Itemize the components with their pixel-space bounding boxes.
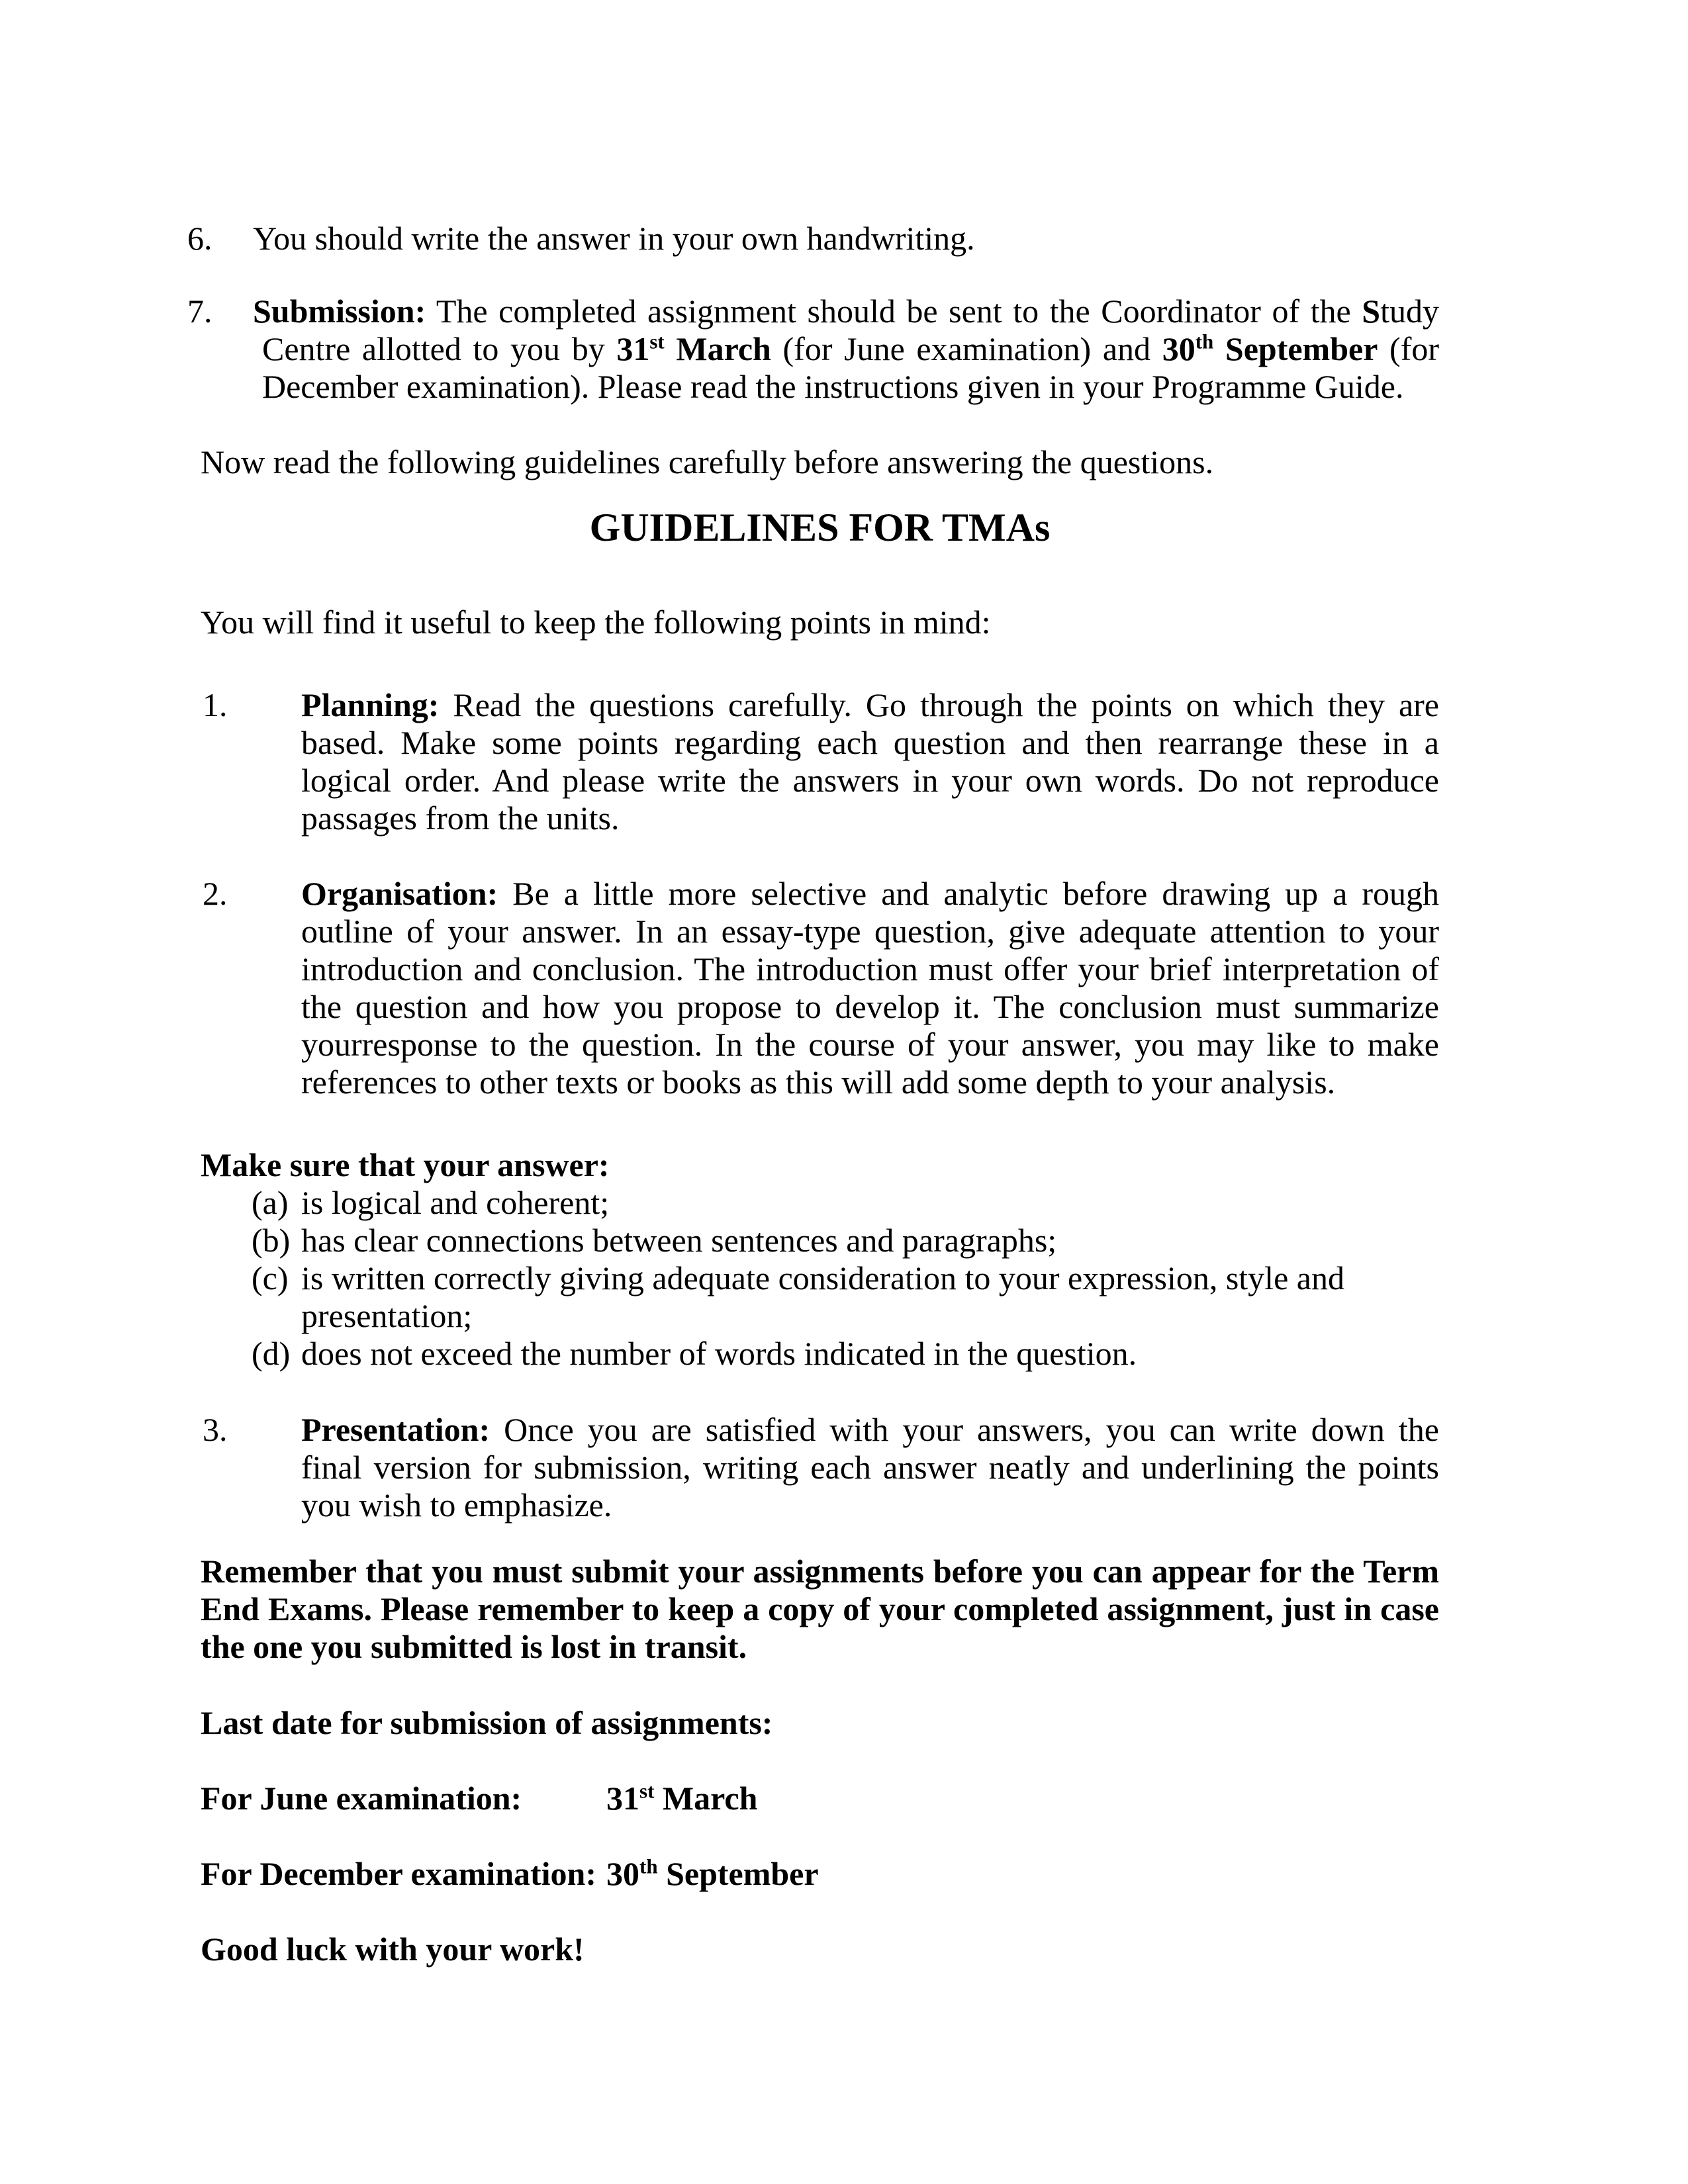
guidelines-intro: You will find it useful to keep the following points in mind: [201,604,991,641]
deadline-june-date: 31st March [606,1779,758,1817]
checklist-item-c [201,1259,1439,1335]
deadline-june-label: For June examination: [201,1780,522,1817]
checklist-item-a-text: is logical and coherent; [301,1184,610,1221]
list-number: 3. [203,1411,228,1448]
reminder-note: Remember that you must submit your assignments before you can appear for the Term End Exams. Please remember to keep a copy of your completed assignment, just in case the one you submitted is lost in transit. [201,1553,1439,1665]
deadline-heading: Last date for submission of assignments: [201,1704,773,1741]
list-number: 2. [203,875,228,912]
list-item-6 [187,220,1439,257]
list-marker: (d) [252,1335,291,1372]
checklist-item-a [201,1184,1439,1222]
deadline-december [201,1855,1439,1893]
checklist-item-b [201,1222,1439,1259]
list-number: 1. [203,686,228,723]
list-item-7-text: Submission: The completed assignment should be sent to the Coordinator of the Study Centre allotted to you by 31st March (for June examination) and 30th September (for December examination). Please read the instructions given in your Programme Guide. [253,293,1440,405]
guideline-1-text: Planning: Read the questions carefully. Go through the points on which they are based. Make some points regarding each question and then rearrange these in a logical order. And please write the answers in your own words. Do not reproduce passages from the units. [301,686,1439,837]
list-marker: (b) [252,1222,291,1259]
deadline-december-date: 30th September [606,1854,819,1892]
list-marker: (c) [252,1259,289,1297]
guideline-1-planning [201,686,1439,837]
list-item-6-text: You should write the answer in your own handwriting. [253,220,975,257]
guideline-3-presentation [201,1411,1439,1524]
checklist-heading: Make sure that your answer: [201,1146,610,1183]
deadline-december-label: For December examination: [201,1855,596,1892]
list-item-7-submission [187,293,1440,406]
checklist-item-d [201,1335,1439,1373]
checklist-item-c-text: is written correctly giving adequate consideration to your expression, style and presentation; [301,1259,1344,1334]
list-number: 7. [187,293,212,330]
intro-note: Now read the following guidelines carefully before answering the questions. [201,443,1214,480]
guideline-2-text: Organisation: Be a little more selective and analytic before drawing up a rough outline of your answer. In an essay-type question, give adequate attention to your introduction and conclusion. The introduction must offer your brief interpretation of the question and how you propose to develop it. The conclusion must summarize yourresponse to the question. In the course of your answer, you may like to make references to other texts or books as this will add some depth to your analysis. [301,875,1439,1101]
guideline-3-text: Presentation: Once you are satisfied with your answers, you can write down the final version for submission, writing each answer neatly and underlining the points you wish to emphasize. [301,1411,1439,1524]
closing-note: Good luck with your work! [201,1931,585,1968]
list-marker: (a) [252,1184,289,1221]
guideline-2-organisation [201,875,1439,1101]
deadline-june [201,1780,1439,1817]
checklist-item-d-text: does not exceed the number of words indicated in the question. [301,1335,1137,1372]
section-heading: GUIDELINES FOR TMAs [589,506,1051,549]
list-number: 6. [187,220,212,257]
checklist-item-b-text: has clear connections between sentences and paragraphs; [301,1222,1057,1259]
